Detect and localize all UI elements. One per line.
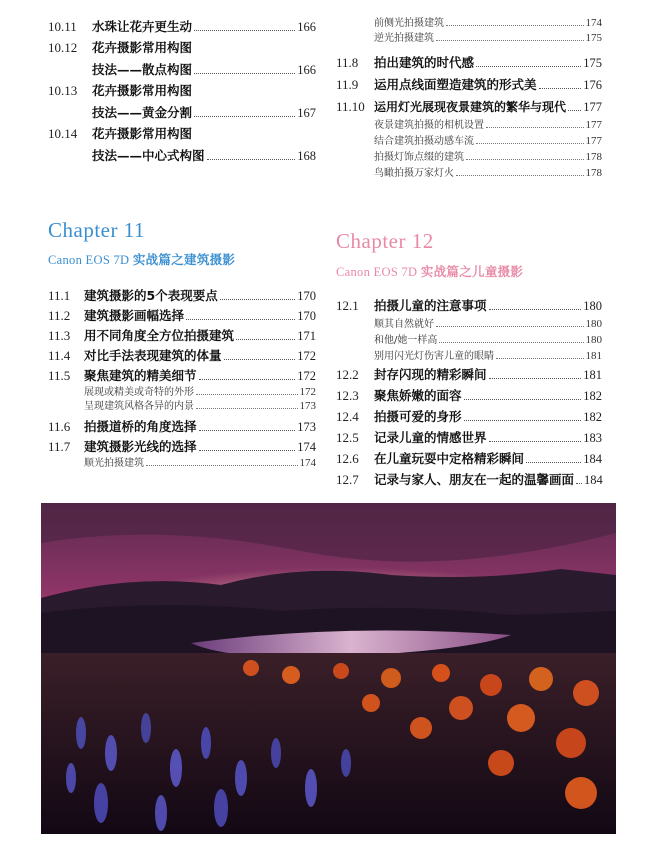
entry-title: 运用点线面塑造建筑的形式美 xyxy=(374,77,537,92)
leader-dots xyxy=(576,483,582,484)
entry-page: 181 xyxy=(583,368,602,382)
entry-number: 11.7 xyxy=(48,439,71,454)
toc-subentry[interactable] xyxy=(336,147,602,163)
toc-entry[interactable] xyxy=(48,304,316,324)
leader-dots xyxy=(489,378,582,379)
entry-title: 聚焦娇嫩的面容 xyxy=(374,388,462,403)
subentry-page: 177 xyxy=(585,119,602,131)
entry-title: 对比手法表现建筑的体量 xyxy=(84,348,222,363)
entry-page: 171 xyxy=(297,329,316,343)
subentry-page: 181 xyxy=(585,350,602,362)
subentry-title: 和他/她一样高 xyxy=(374,335,438,346)
toc-entry[interactable] xyxy=(336,383,602,404)
entry-number: 12.4 xyxy=(336,409,359,424)
leader-dots xyxy=(476,143,584,144)
entry-number: 12.2 xyxy=(336,367,359,382)
photo-illustration xyxy=(41,503,616,834)
entry-page: 183 xyxy=(583,431,602,445)
subentry-page: 178 xyxy=(585,167,602,179)
leader-dots xyxy=(496,358,584,359)
entry-number: 11.6 xyxy=(48,419,71,434)
subentry-page: 175 xyxy=(585,32,602,44)
entry-page: 176 xyxy=(583,78,602,92)
toc-entry[interactable] xyxy=(336,467,602,488)
subentry-title: 鸟瞰拍摄万家灯火 xyxy=(374,168,454,179)
leader-dots xyxy=(199,450,296,451)
entry-page: 180 xyxy=(583,299,602,313)
entry-title: 在儿童玩耍中定格精彩瞬间 xyxy=(374,451,525,466)
toc-entry-continuation[interactable] xyxy=(48,56,316,78)
entry-title-line2: 技法——中心式构图 xyxy=(92,148,205,163)
subentry-page: 178 xyxy=(585,151,602,163)
entry-title-line2: 技法——散点构图 xyxy=(92,62,193,77)
toc-right-continuation xyxy=(336,14,602,179)
leader-dots xyxy=(436,40,584,41)
entry-title: 拍摄儿童的注意事项 xyxy=(374,298,487,313)
entry-page: 182 xyxy=(583,410,602,424)
entry-number: 11.1 xyxy=(48,288,71,303)
subentry-page: 172 xyxy=(299,386,316,398)
subentry-title: 顺光拍摄建筑 xyxy=(84,458,144,469)
leader-dots xyxy=(199,430,296,431)
toc-subentry[interactable] xyxy=(336,115,602,131)
entry-title: 封存闪现的精彩瞬间 xyxy=(374,367,487,382)
subentry-title: 展现或精美或奇特的外形 xyxy=(84,387,194,398)
toc-entry[interactable] xyxy=(336,293,602,314)
entry-number: 11.3 xyxy=(48,328,71,343)
entry-number: 11.9 xyxy=(336,77,359,92)
leader-dots xyxy=(486,127,584,128)
leader-dots xyxy=(456,175,584,176)
chapter-12-toc xyxy=(336,293,602,488)
chapter-11-subtitle-en: Canon EOS 7D xyxy=(48,253,130,267)
leader-dots xyxy=(194,30,295,31)
entry-page: 177 xyxy=(583,100,602,114)
leader-dots xyxy=(476,66,581,67)
leader-dots xyxy=(196,408,298,409)
toc-entry[interactable] xyxy=(48,364,316,384)
entry-title: 花卉摄影常用构图 xyxy=(92,83,193,98)
subentry-title: 别用闪光灯伤害儿童的眼睛 xyxy=(374,351,494,362)
entry-title: 花卉摄影常用构图 xyxy=(92,40,193,55)
chapter-12-heading: Chapter 12 xyxy=(336,229,434,253)
toc-entry[interactable] xyxy=(336,425,602,446)
leader-dots xyxy=(446,25,584,26)
leader-dots xyxy=(199,379,296,380)
subentry-title: 拍摄灯饰点缀的建筑 xyxy=(374,152,464,163)
entry-number: 11.8 xyxy=(336,55,359,70)
leader-dots xyxy=(439,342,583,343)
leader-dots xyxy=(568,110,581,111)
entry-title: 花卉摄影常用构图 xyxy=(92,126,193,141)
entry-number: 11.4 xyxy=(48,348,71,363)
entry-title-line2: 技法——黄金分割 xyxy=(92,105,193,120)
entry-title: 用不同角度全方位拍摄建筑 xyxy=(84,328,235,343)
toc-subentry[interactable] xyxy=(48,398,316,412)
entry-page: 170 xyxy=(297,309,316,323)
toc-subentry[interactable] xyxy=(336,163,602,179)
leader-dots xyxy=(146,465,298,466)
leader-dots xyxy=(224,359,296,360)
leader-dots xyxy=(526,462,581,463)
subentry-page: 180 xyxy=(585,334,602,346)
leader-dots xyxy=(186,319,295,320)
toc-subentry[interactable] xyxy=(336,330,602,346)
entry-number: 10.12 xyxy=(48,40,78,55)
subentry-title: 顺其自然就好 xyxy=(374,319,434,330)
subentry-page: 180 xyxy=(585,318,602,330)
toc-entry[interactable] xyxy=(48,344,316,364)
chapter-11-subtitle xyxy=(48,250,235,268)
subentry-title: 逆光拍摄建筑 xyxy=(374,33,434,44)
entry-title: 建筑摄影画幅选择 xyxy=(84,308,185,323)
entry-number: 12.7 xyxy=(336,472,359,487)
entry-number: 12.1 xyxy=(336,298,359,313)
leader-dots xyxy=(464,420,582,421)
subentry-title: 夜景建筑拍摄的相机设置 xyxy=(374,120,484,131)
chapter-11-subtitle-cn: 实战篇之建筑摄影 xyxy=(132,253,236,267)
entry-number: 10.13 xyxy=(48,83,78,98)
leader-dots xyxy=(466,159,584,160)
toc-entry-continuation[interactable] xyxy=(48,142,316,164)
entry-title: 水珠让花卉更生动 xyxy=(92,19,193,34)
toc-left-continuation xyxy=(48,14,316,164)
entry-title: 建筑摄影光线的选择 xyxy=(84,439,197,454)
leader-dots xyxy=(194,73,295,74)
subentry-title: 结合建筑拍摄动感车流 xyxy=(374,136,474,147)
subentry-page: 173 xyxy=(299,400,316,412)
entry-number: 11.5 xyxy=(48,368,71,383)
toc-entry[interactable] xyxy=(336,362,602,383)
leader-dots xyxy=(236,339,295,340)
toc-subentry[interactable] xyxy=(336,29,602,44)
toc-entry[interactable] xyxy=(48,415,316,435)
toc-entry[interactable] xyxy=(48,435,316,455)
entry-number: 11.10 xyxy=(336,99,365,114)
entry-title: 聚焦建筑的精美细节 xyxy=(84,368,197,383)
leader-dots xyxy=(436,326,584,327)
entry-number: 12.3 xyxy=(336,388,359,403)
toc-entry[interactable] xyxy=(336,446,602,467)
leader-dots xyxy=(489,309,582,310)
chapter-11-toc xyxy=(48,284,316,472)
leader-dots xyxy=(194,116,295,117)
toc-subentry[interactable] xyxy=(336,131,602,147)
toc-entry[interactable] xyxy=(336,93,602,115)
entry-title: 拍出建筑的时代感 xyxy=(374,55,475,70)
entry-page: 167 xyxy=(297,106,316,120)
toc-entry[interactable] xyxy=(48,121,316,142)
entry-number: 12.6 xyxy=(336,451,359,466)
toc-entry[interactable] xyxy=(48,35,316,56)
entry-title: 记录儿童的情感世界 xyxy=(374,430,487,445)
toc-entry[interactable] xyxy=(48,324,316,344)
toc-entry[interactable] xyxy=(336,404,602,425)
leader-dots xyxy=(196,394,298,395)
entry-page: 174 xyxy=(297,440,316,454)
entry-page: 182 xyxy=(583,389,602,403)
entry-page: 173 xyxy=(297,420,316,434)
entry-number: 10.11 xyxy=(48,19,77,34)
toc-entry[interactable] xyxy=(336,49,602,71)
entry-page: 166 xyxy=(297,20,316,34)
entry-number: 12.5 xyxy=(336,430,359,445)
leader-dots xyxy=(539,88,582,89)
entry-page: 184 xyxy=(583,452,602,466)
entry-title: 记录与家人、朋友在一起的温馨画面 xyxy=(374,472,575,487)
leader-dots xyxy=(464,399,582,400)
entry-number: 10.14 xyxy=(48,126,78,141)
entry-title: 运用灯光展现夜景建筑的繁华与现代 xyxy=(374,100,567,114)
chapter-12-subtitle-cn: 实战篇之儿童摄影 xyxy=(420,265,524,279)
toc-entry[interactable] xyxy=(48,14,316,35)
entry-page: 166 xyxy=(297,63,316,77)
chapter-12-subtitle-en: Canon EOS 7D xyxy=(336,265,418,279)
entry-page: 184 xyxy=(584,473,603,487)
entry-title: 拍摄道桥的角度选择 xyxy=(84,419,197,434)
entry-page: 168 xyxy=(297,149,316,163)
subentry-page: 174 xyxy=(299,457,316,469)
entry-page: 170 xyxy=(297,289,316,303)
entry-title: 拍摄可爱的身形 xyxy=(374,409,462,424)
chapter-11-heading: Chapter 11 xyxy=(48,218,145,242)
toc-subentry[interactable] xyxy=(336,314,602,330)
toc-entry-continuation[interactable] xyxy=(48,99,316,121)
subentry-page: 174 xyxy=(585,17,602,29)
entry-page: 175 xyxy=(583,56,602,70)
toc-entry[interactable] xyxy=(48,284,316,304)
leader-dots xyxy=(207,159,296,160)
toc-entry[interactable] xyxy=(48,78,316,99)
leader-dots xyxy=(220,299,296,300)
entry-page: 172 xyxy=(297,369,316,383)
subentry-page: 177 xyxy=(585,135,602,147)
toc-subentry[interactable] xyxy=(336,346,602,362)
leader-dots xyxy=(489,441,582,442)
subentry-title: 呈现建筑风格各异的内景 xyxy=(84,401,194,412)
sunset-flower-field-photo xyxy=(41,503,616,834)
toc-entry[interactable] xyxy=(336,71,602,93)
toc-subentry[interactable] xyxy=(336,14,602,29)
chapter-12-subtitle xyxy=(336,262,523,280)
subentry-title: 前侧光拍摄建筑 xyxy=(374,18,444,29)
entry-number: 11.2 xyxy=(48,308,71,323)
toc-subentry[interactable] xyxy=(48,455,316,469)
toc-subentry[interactable] xyxy=(48,384,316,398)
entry-title: 建筑摄影的5个表现要点 xyxy=(84,288,218,303)
entry-page: 172 xyxy=(297,349,316,363)
